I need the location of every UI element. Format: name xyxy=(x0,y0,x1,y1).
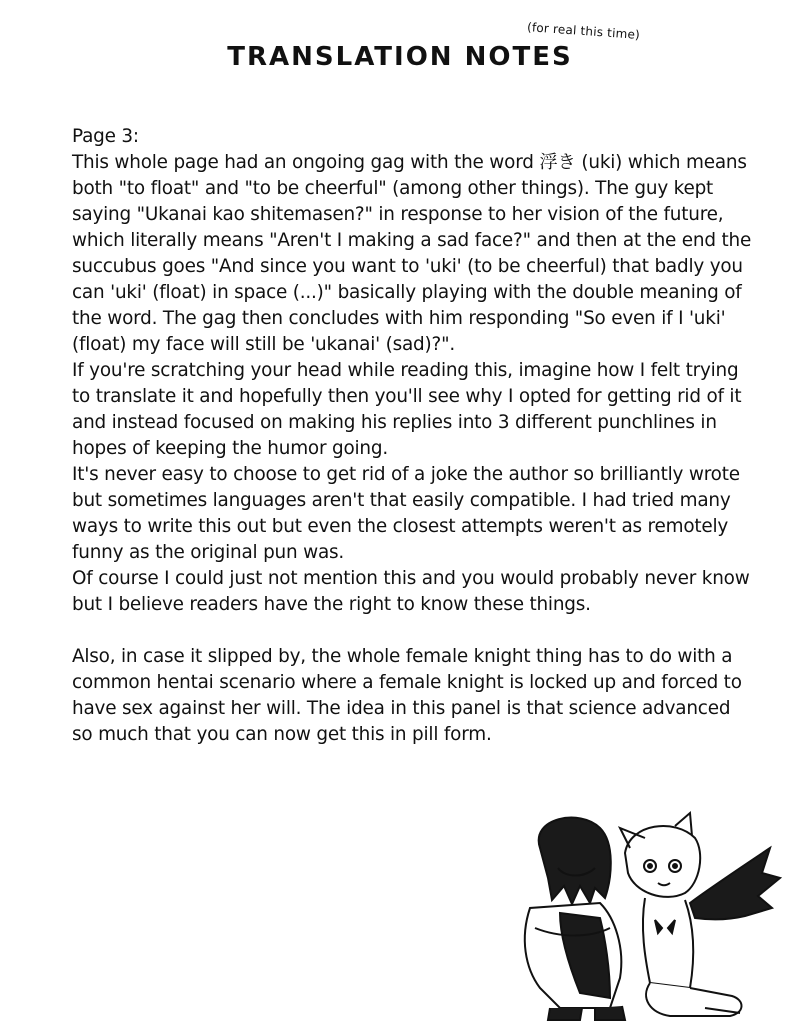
succubus-figure xyxy=(620,813,780,1016)
notes-body xyxy=(72,124,752,748)
note-paragraph-female-knight: Also, in case it slipped by, the whole female knight thing has to do with a common hentai scenario where a female knight is locked up and forced to have sex against her will. The idea in this panel is that science advanced so much that you can now get this in pill form. xyxy=(72,646,742,745)
note-paragraph-readers-right: Of course I could just not mention this and you would probably never know but I believe readers have the right to know these things. xyxy=(72,568,750,615)
chibi-characters-illustration xyxy=(500,808,800,1023)
note-paragraph-translation-choice: If you're scratching your head while reading this, imagine how I felt trying to translate it and hopefully then you'll see why I opted for getting rid of it and instead focused on making his replies into 3 different punchlines in hopes of keeping the humor going. xyxy=(72,360,742,459)
note-paragraph-joke-removal: It's never easy to choose to get rid of a joke the author so brilliantly wrote but sometimes languages aren't that easily compatible. I had tried many ways to write this out but even the closest attempts weren't as remotely funny as the original pun was. xyxy=(72,464,740,563)
title-aside-note: (for real this time) xyxy=(526,20,641,42)
sad-man-figure xyxy=(525,818,625,1020)
note-paragraph-uki-gag: This whole page had an ongoing gag with the word 浮き (uki) which means both "to float" and "to be cheerful" (among other things). The guy kept saying "Ukanai kao shitemasen?" in response to her vision of the future, which literally means "Aren't I making a sad face?" and then at the end the succubus goes "And since you want to 'uki' (to be cheerful) that badly you can 'uki' (float) in space (...)" basically playing with the double meaning of the word. The gag then concludes with him responding "So even if I 'uki' (float) my face will still be 'ukanai' (sad)?". xyxy=(72,152,752,355)
page-title: TRANSLATION NOTES xyxy=(227,42,573,72)
page-reference: Page 3: xyxy=(72,126,139,147)
